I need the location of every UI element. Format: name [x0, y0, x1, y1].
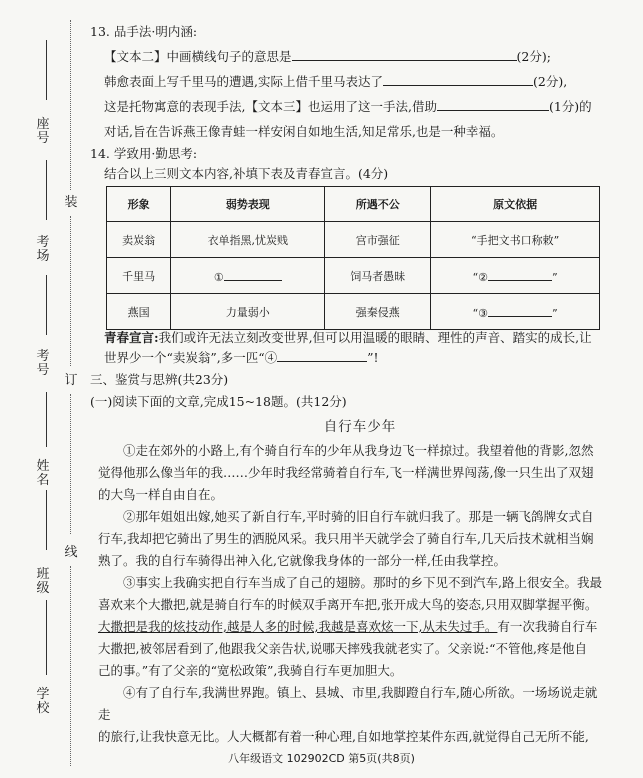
- table-cell: 强秦侵燕: [325, 294, 431, 330]
- essay-line: 觉得他那么像当年的我……少年时我经常骑着自行车,飞一样满世界闯荡,像一只生出了双翅: [98, 465, 594, 480]
- essay-line: 的大鸟一样自由自在。: [98, 487, 224, 502]
- class-line: [46, 490, 48, 550]
- dotted-cut-line: [70, 566, 71, 766]
- q13-line3: [104, 97, 592, 117]
- name-label: 姓名: [36, 459, 50, 488]
- essay-line: ④有了自行车,我满世界跑。镇上、县城、市里,我脚蹬自行车,随心所欲。一场场说走就走: [98, 685, 598, 722]
- binding-margin: [0, 0, 85, 778]
- seat-label: 座号: [36, 117, 50, 146]
- table-row: [107, 294, 600, 330]
- table-header: 原文依据: [431, 187, 600, 222]
- exam-room-line: [46, 160, 48, 220]
- essay-line: ②那年姐姐出嫁,她买了新自行车,平时骑的旧自行车就归我了。那是一辆飞鸽牌女式自: [123, 509, 594, 524]
- q13-line1-text: 【文本二】中画横线句子的意思是: [104, 49, 292, 64]
- declaration-line1: 青春宣言:我们或许无法立刻改变世界,但可以用温暖的眼睛、理性的声音、踏实的成长,让: [104, 330, 592, 345]
- q13-line3-text: 这是托物寓意的表现手法,【文本三】也运用了这一手法,借助: [104, 99, 437, 114]
- table-header: 弱势表现: [171, 187, 325, 222]
- answer-blank[interactable]: [292, 47, 517, 61]
- seat-line: [46, 40, 48, 100]
- answer-blank[interactable]: [437, 97, 549, 111]
- answer-blank[interactable]: [488, 267, 552, 281]
- q13-line2-text: 韩愈表面上写千里马的遭遇,实际上借千里马表达了: [104, 74, 383, 89]
- table-header-row: [107, 187, 600, 222]
- underlined-sentence: 大撒把是我的炫技动作,越是人多的时候,我越是喜欢炫一下,从未失过手。: [98, 619, 498, 634]
- answer-blank[interactable]: [224, 267, 282, 281]
- essay-body: [98, 440, 608, 748]
- essay-line: 熟了。我的自行车骑得出神入化,它就像我身体的一部分一样,任由我掌控。: [98, 553, 506, 568]
- bind-mark-zhuang: 装: [64, 195, 78, 210]
- declaration-line2: 世界少一个“卖炭翁”,多一匹“④ ”!: [104, 350, 379, 365]
- declaration-label: 青春宣言:: [104, 330, 159, 345]
- table-row: [107, 258, 600, 294]
- essay-line: 的旅行,让我快意无比。人大概都有着一种心理,自如地掌控某件东西,就觉得自己无所不能,: [98, 729, 589, 744]
- bind-mark-ding: 订: [64, 373, 78, 388]
- table-cell: 燕国: [107, 294, 171, 330]
- essay-line: 喜欢来个大撒把,就是骑自行车的时候双手离开车把,张开成大鸟的姿态,只用双脚掌握平衡。: [98, 597, 598, 612]
- table-cell: 卖炭翁: [107, 222, 171, 258]
- essay-line: ③事实上我确实把自行车当成了自己的翅膀。那时的乡下见不到汽车,路上很安全。我最: [123, 575, 602, 590]
- table-cell: 宫市强征: [325, 222, 431, 258]
- name-line: [46, 392, 48, 447]
- table-cell: 饲马者愚昧: [325, 258, 431, 294]
- table-cell: “③ ”: [431, 294, 600, 330]
- q14-heading: 14. 学致用·勤思考:: [90, 146, 198, 161]
- table-cell: 衣单指黑,忧炭贱: [171, 222, 325, 258]
- class-label: 班级: [36, 567, 50, 596]
- section3-heading: 三、鉴赏与思辨(共23分): [90, 372, 229, 387]
- table-cell: 力量弱小: [171, 294, 325, 330]
- table-cell: “手把文书口称敕”: [431, 222, 600, 258]
- comparison-table: [106, 186, 600, 330]
- answer-blank[interactable]: [277, 348, 367, 362]
- section3-sub: (一)阅读下面的文章,完成15~18题。(共12分): [90, 394, 347, 409]
- q13-line2: [104, 72, 567, 92]
- dotted-cut-line: [70, 394, 71, 534]
- q14-instruction: 结合以上三则文本内容,补填下表及青春宣言。(4分): [104, 166, 389, 181]
- essay-title: 自行车少年: [323, 419, 397, 435]
- dotted-cut-line: [70, 216, 71, 366]
- table-cell: 千里马: [107, 258, 171, 294]
- q13-line1-score: (2分);: [516, 49, 551, 64]
- answer-blank[interactable]: [488, 303, 552, 317]
- table-header: 所遇不公: [325, 187, 431, 222]
- essay-line: 己的事。”有了父亲的“宽松政策”,我骑自行车更加胆大。: [98, 663, 403, 678]
- table-header: 形象: [107, 187, 171, 222]
- essay-line: ①走在郊外的小路上,有个骑自行车的少年从我身边飞一样掠过。我望着他的背影,忽然: [123, 443, 594, 458]
- q13-line1: [104, 47, 551, 67]
- q13-line2-score: (2分),: [532, 74, 568, 89]
- school-line: [46, 600, 48, 675]
- table-row: [107, 222, 600, 258]
- dotted-cut-line: [70, 20, 71, 190]
- essay-line: 大撒把是我的炫技动作,越是人多的时候,我越是喜欢炫一下,从未失过手。有一次我骑自行车: [98, 619, 598, 634]
- q13-heading: 13. 品手法·明内涵:: [90, 24, 198, 39]
- page-footer: 八年级语文 102902CD 第5页(共8页): [228, 752, 415, 765]
- bind-mark-xian: 线: [64, 545, 78, 560]
- answer-blank[interactable]: [383, 72, 533, 86]
- exam-no-label: 考号: [36, 349, 50, 378]
- essay-line: 大撒把,被邻居看到了,他跟我父亲告状,说哪天摔残我就老实了。父亲说:“不管他,疼是他自: [98, 641, 587, 656]
- essay-line: 行车,我却把它骑出了男生的洒脱风采。我只用半天就学会了骑自行车,几天后技术就相当娴: [98, 531, 594, 546]
- exam-room-label: 考场: [36, 235, 50, 264]
- exam-no-line: [46, 275, 48, 335]
- table-cell: ①: [171, 258, 325, 294]
- q13-line3-score: (1分)的: [548, 99, 592, 114]
- table-cell: “② ”: [431, 258, 600, 294]
- school-label: 学校: [36, 687, 50, 716]
- q13-line4: 对话,旨在告诉燕王像青蛙一样安闲自如地生活,知足常乐,也是一种幸福。: [104, 124, 504, 139]
